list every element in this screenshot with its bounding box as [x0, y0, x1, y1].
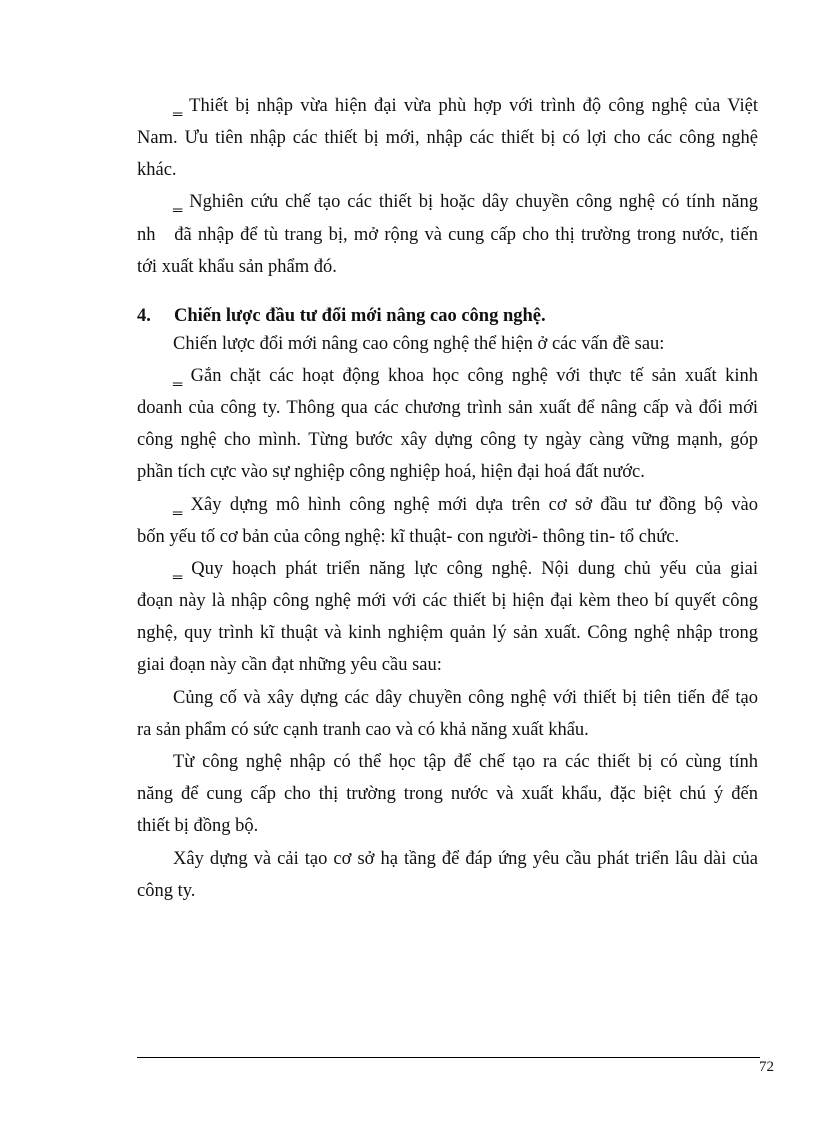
- paragraph-line: khác.: [137, 160, 177, 180]
- section-number: 4.: [137, 306, 151, 326]
- paragraph-line: phần tích cực vào sự nghiệp công nghiệp hoá, hiện đại hoá đất nước.: [137, 462, 645, 482]
- section-title: Chiến lược đầu tư đổi mới nâng cao công nghệ.: [174, 306, 546, 326]
- page-number: 72: [759, 1059, 774, 1075]
- paragraph-line: ‗ Gắn chặt các hoạt động khoa học công nghệ với thực tế sản xuất kinh: [173, 366, 758, 386]
- paragraph-line: công nghệ cho mình. Từng bước xây dựng công ty ngày càng vững mạnh, góp: [137, 430, 758, 450]
- paragraph-line: nghệ, quy trình kĩ thuật và kinh nghiệm quản lý sản xuất. Công nghệ nhập trong: [137, 623, 758, 643]
- paragraph-line: Nam. Ưu tiên nhập các thiết bị mới, nhập các thiết bị có lợi cho các công nghệ: [137, 128, 758, 148]
- paragraph-line: ‗ Xây dựng mô hình công nghệ mới dựa trên cơ sở đầu tư đồng bộ vào: [173, 495, 758, 515]
- paragraph-line: bốn yếu tố cơ bản của công nghệ: kĩ thuật- con người- thông tin- tổ chức.: [137, 527, 680, 547]
- paragraph-line: giai đoạn này cần đạt những yêu cầu sau:: [137, 655, 442, 675]
- paragraph-line: Củng cố và xây dựng các dây chuyền công nghệ với thiết bị tiên tiến để tạo: [173, 688, 758, 708]
- paragraph-line: Chiến lược đổi mới nâng cao công nghệ thể hiện ở các vấn đề sau:: [173, 334, 665, 354]
- paragraph-line: công ty.: [137, 881, 196, 901]
- paragraph-line: thiết bị đồng bộ.: [137, 816, 259, 836]
- paragraph-line: doanh của công ty. Thông qua các chương trình sản xuất để nâng cấp và đổi mới: [137, 398, 758, 418]
- paragraph-line: Từ công nghệ nhập có thể học tập để chế tạo ra các thiết bị có cùng tính: [173, 752, 758, 772]
- paragraph-line: ‗ Nghiên cứu chế tạo các thiết bị hoặc dây chuyền công nghệ có tính năng: [173, 192, 758, 212]
- paragraph-line: ‗ Quy hoạch phát triển năng lực công nghệ. Nội dung chủ yếu của giai: [173, 559, 758, 579]
- paragraph-line: Xây dựng và cải tạo cơ sở hạ tầng để đáp ứng yêu cầu phát triển lâu dài của: [173, 849, 758, 869]
- paragraph-line: ra sản phẩm có sức cạnh tranh cao và có khả năng xuất khẩu.: [137, 720, 589, 740]
- paragraph-line: ‗ Thiết bị nhập vừa hiện đại vừa phù hợp với trình độ công nghệ của Việt: [173, 96, 758, 116]
- footer-divider: [137, 1057, 760, 1058]
- paragraph-line: năng để cung cấp cho thị trường trong nước và xuất khẩu, đặc biệt chú ý đến: [137, 784, 758, 804]
- paragraph-line: nh đã nhập để tù trang bị, mở rộng và cung cấp cho thị trường trong nước, tiến: [137, 225, 758, 245]
- paragraph-line: đoạn này là nhập công nghệ mới với các thiết bị hiện đại kèm theo bí quyết công: [137, 591, 758, 611]
- paragraph-line: tới xuất khẩu sản phẩm đó.: [137, 257, 337, 277]
